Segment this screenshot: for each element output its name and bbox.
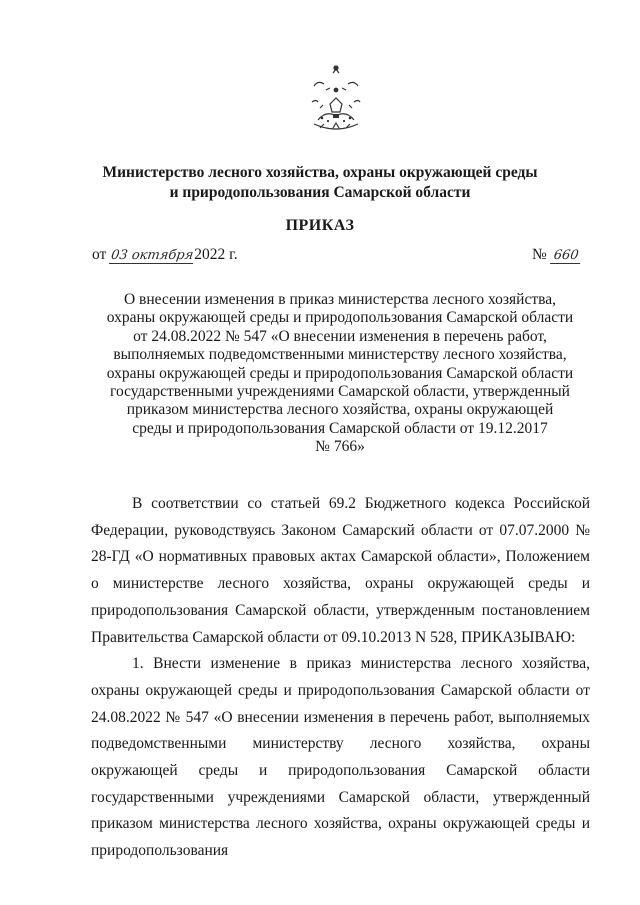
- subject-line: О внесении изменения в приказ министерства лесного хозяйства,: [123, 291, 557, 308]
- subject-line: приказом министерства лесного хозяйства, охраны окружающей: [126, 401, 554, 419]
- subject-line: охраны окружающей среды и природопользования Самарской области: [106, 309, 574, 327]
- date-year: 2022 г.: [194, 246, 238, 263]
- ministry-name: [60, 163, 580, 203]
- document-date: [92, 246, 238, 264]
- samara-region-coat-of-arms-icon: [300, 58, 372, 138]
- ministry-name-line2: и природопользования Самарской области: [169, 184, 471, 201]
- document-type: ПРИКАЗ: [285, 217, 355, 234]
- subject-line: среды и природопользования Самарской области от 19.12.2017: [132, 419, 548, 437]
- document-body: [91, 491, 590, 865]
- date-prefix: от: [92, 246, 107, 263]
- number-prefix: №: [532, 246, 547, 263]
- handwritten-date: 03 октября: [110, 248, 195, 263]
- body-paragraph-preamble: В соответствии со статьей 69.2 Бюджетного кодекса Российской Федерации, руководствуясь Законом Самарский области от 07.07.2000 № 28-ГД «О нормативных правовых актах Самарской области», Положением о министерстве лесного хозяйства, охраны окружающей среды и природопользования Самарской области, утвержденным постановлением Правительства Самарской области от 09.10.2013 N 528, ПРИКАЗЫВАЮ:: [91, 495, 590, 646]
- subject-line: охраны окружающей среды и природопользования Самарской области: [106, 364, 574, 382]
- document-number: [532, 246, 581, 264]
- document-subject: [96, 291, 584, 457]
- handwritten-number: 660: [550, 249, 582, 264]
- subject-line: № 766»: [315, 438, 365, 456]
- subject-line: государственными учреждениями Самарской области, утвержденный: [110, 383, 570, 401]
- subject-line: выполняемых подведомственными министерству лесного хозяйства,: [113, 346, 567, 364]
- body-paragraph-item-1: 1. Внести изменение в приказ министерства лесного хозяйства, охраны окружающей среды и природопользования Самарской области от 24.08.2022 № 547 «О внесении изменения в перечень работ, выполняемых подведомственными министерству лесного хозяйства, охраны окружающей среды и природопользования Самарской области государственными учреждениями Самарской области, утвержденный приказом министерства лесного хозяйства, охраны окружающей среды и природопользования: [91, 655, 590, 860]
- subject-line: от 24.08.2022 № 547 «О внесении изменения в перечень работ,: [133, 327, 547, 345]
- ministry-name-line1: Министерство лесного хозяйства, охраны окружающей среды: [102, 164, 538, 181]
